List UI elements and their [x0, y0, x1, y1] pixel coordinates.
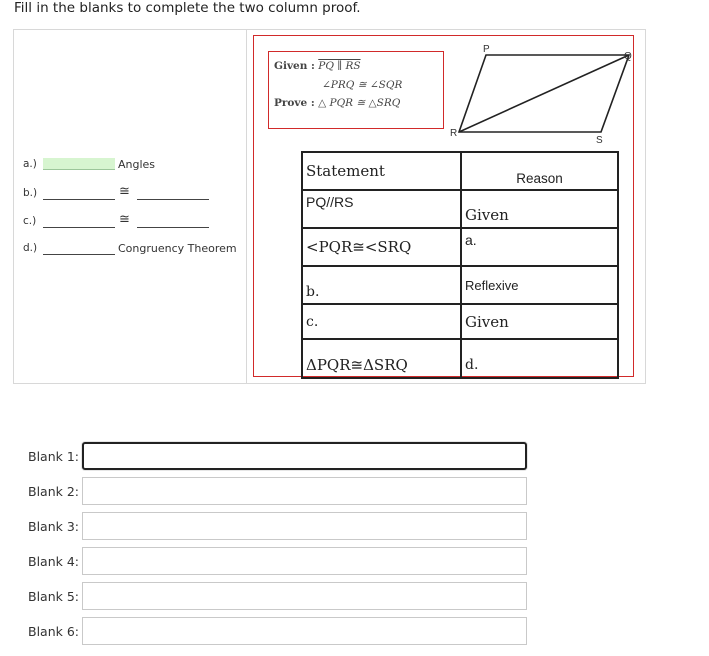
blank-6-input[interactable] [82, 617, 527, 645]
congruency-theorem-text: Congruency Theorem [118, 242, 237, 255]
reason-cell: a. [461, 228, 618, 266]
fill-in-panel [14, 30, 247, 383]
parallelogram-diagram [449, 44, 634, 144]
reason-cell: Reflexive [461, 266, 618, 304]
point-q-label: Q [624, 51, 632, 62]
blank-4-line[interactable] [43, 227, 115, 228]
blank-2-label: Blank 2: [28, 484, 80, 499]
table-row [302, 228, 618, 266]
blank-6-line[interactable] [43, 254, 115, 255]
given-label: Given : [274, 60, 315, 72]
table-row [302, 190, 618, 228]
blank-3-input[interactable] [82, 512, 527, 540]
reason-cell: Given [461, 190, 618, 228]
blank-5-input[interactable] [82, 582, 527, 610]
given-parallel: PQ ∥ RS [318, 60, 361, 72]
row-d-label: d.) [23, 242, 38, 254]
proof-table [301, 151, 619, 379]
diagonal-qr [459, 55, 629, 132]
instructions: Fill in the blanks to complete the two column proof. [14, 0, 361, 16]
proof-figure-panel [247, 30, 645, 383]
blank-row [0, 442, 709, 472]
reason-header: Reason [461, 152, 618, 190]
given-prove-box [268, 51, 444, 129]
prove-statement: △ PQR ≅ △SRQ [318, 97, 401, 109]
blank-4-input[interactable] [82, 547, 527, 575]
statement-cell: b. [302, 266, 461, 304]
statement-cell: c. [302, 304, 461, 339]
blank-row [0, 582, 709, 612]
blank-1-line[interactable] [43, 158, 115, 170]
blank-row [0, 617, 709, 647]
blank-2-line[interactable] [43, 199, 115, 200]
table-header-row [302, 152, 618, 190]
reason-cell: Given [461, 304, 618, 339]
prove-label: Prove : [274, 97, 315, 109]
blank-2-input[interactable] [82, 477, 527, 505]
statement-header: Statement [302, 152, 461, 190]
point-s-label: S [596, 135, 603, 144]
blank-row [0, 512, 709, 542]
blank-1-label: Blank 1: [28, 449, 80, 464]
given-angles: ∠PRQ ≅ ∠SQR [322, 79, 403, 91]
point-p-label: P [483, 44, 490, 55]
table-row [302, 266, 618, 304]
congruent-symbol: ≅ [119, 184, 130, 199]
proof-figure [253, 35, 634, 377]
congruent-symbol: ≅ [119, 212, 130, 227]
blank-3-label: Blank 3: [28, 519, 80, 534]
blank-5-label: Blank 5: [28, 589, 80, 604]
question-table [13, 29, 646, 384]
blank-row [0, 477, 709, 507]
statement-cell: <PQR≅<SRQ [302, 228, 461, 266]
blank-1-input[interactable] [82, 442, 527, 470]
blank-4-label: Blank 4: [28, 554, 80, 569]
row-a-label: a.) [23, 158, 37, 170]
blank-6-label: Blank 6: [28, 624, 80, 639]
table-row [302, 339, 618, 378]
row-c-label: c.) [23, 215, 37, 227]
statement-cell: ΔPQR≅ΔSRQ [302, 339, 461, 378]
blank-5-line[interactable] [137, 227, 209, 228]
point-r-label: R [450, 128, 458, 139]
statement-cell: PQ//RS [302, 190, 461, 228]
table-row [302, 304, 618, 339]
blank-row [0, 547, 709, 577]
angles-text: Angles [118, 158, 156, 171]
blank-3-line[interactable] [137, 199, 209, 200]
row-b-label: b.) [23, 187, 38, 199]
reason-cell: d. [461, 339, 618, 378]
